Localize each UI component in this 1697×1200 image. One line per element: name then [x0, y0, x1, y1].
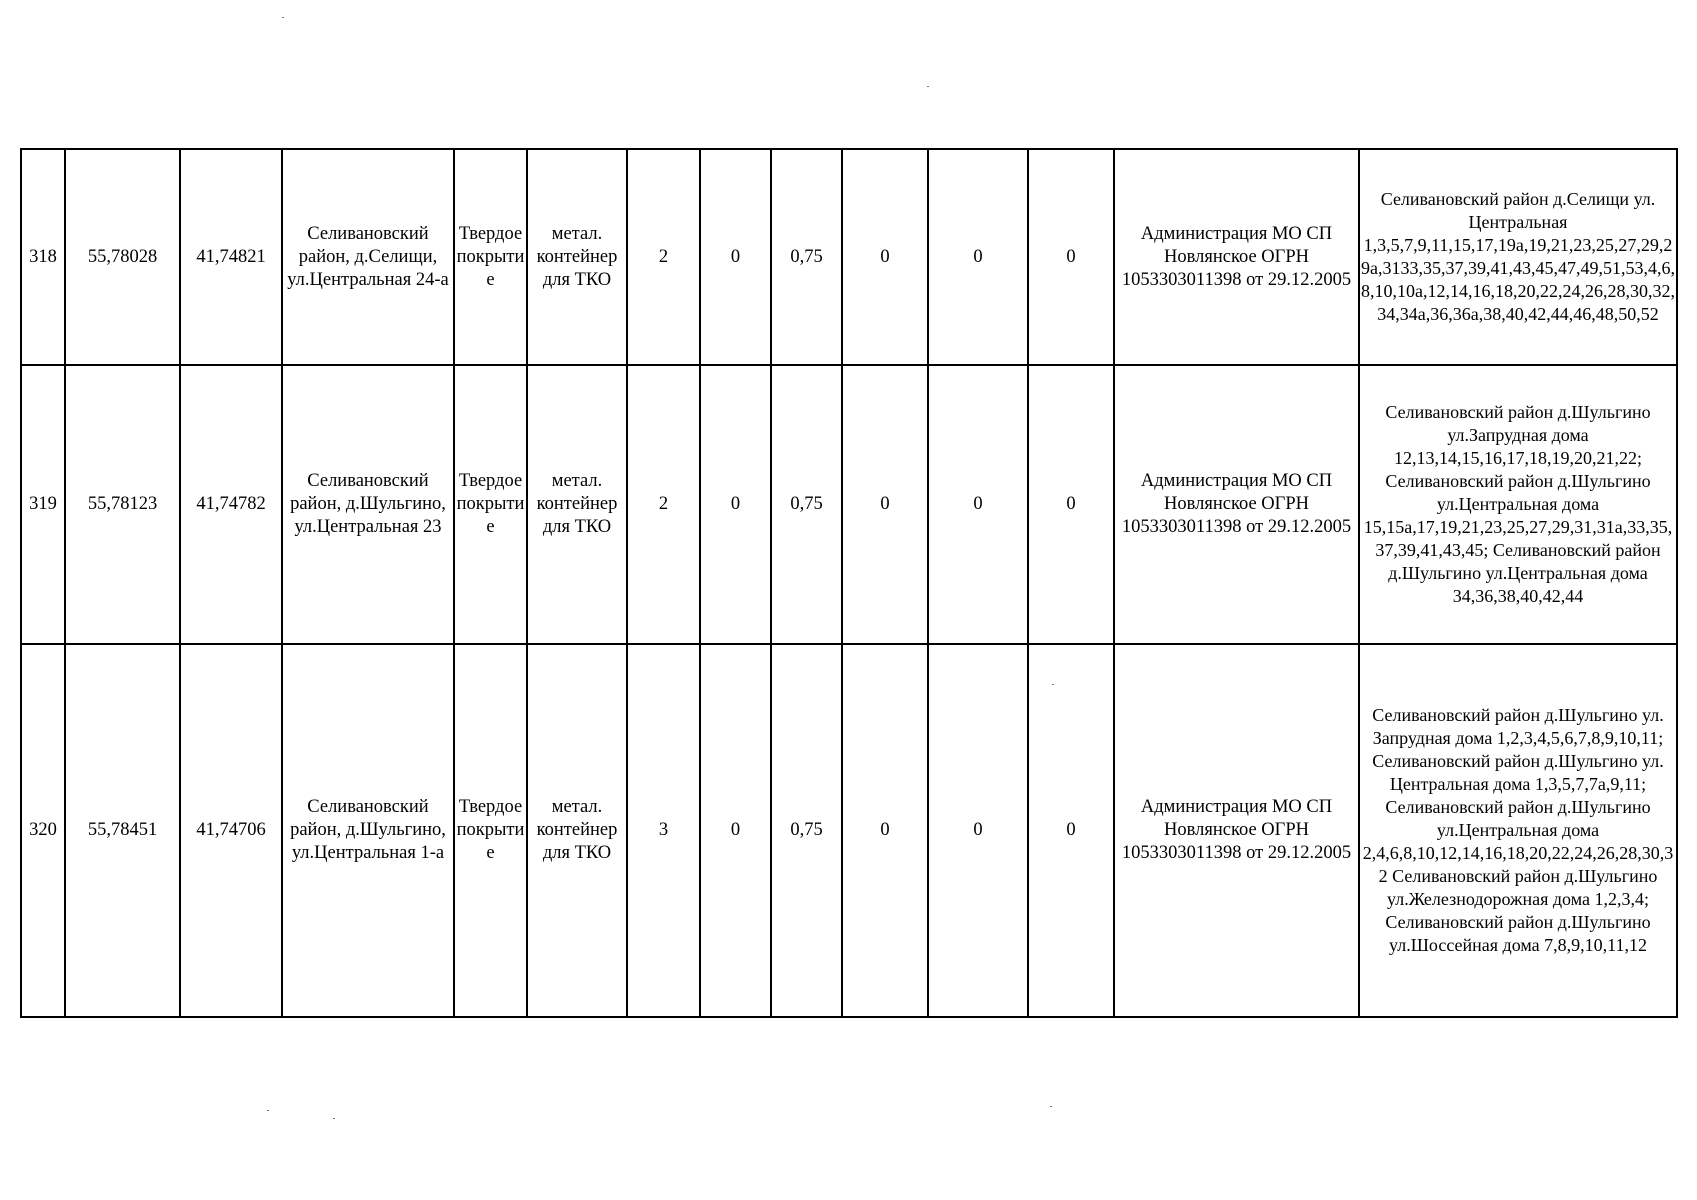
surface-cell: Твердое покрытие: [454, 149, 527, 365]
container-type-cell: метал. контейнер для ТКО: [527, 365, 627, 644]
table-row: [21, 644, 1677, 1017]
table-row: [21, 365, 1677, 644]
container-volume-cell: 0,75: [771, 149, 842, 365]
value-cell: 0: [842, 365, 928, 644]
owner-cell: Администрация МО СП Новлянское ОГРН 1053303011398 от 29.12.2005: [1114, 365, 1359, 644]
owner-cell: Администрация МО СП Новлянское ОГРН 1053303011398 от 29.12.2005: [1114, 644, 1359, 1017]
scan-speck: [927, 86, 929, 87]
value-cell: 0: [1028, 365, 1114, 644]
container-type-cell: метал. контейнер для ТКО: [527, 149, 627, 365]
surface-cell: Твердое покрытие: [454, 365, 527, 644]
value-cell: 0: [1028, 644, 1114, 1017]
address-cell: Селивановский район, д.Шульгино, ул.Центральная 1-а: [282, 644, 454, 1017]
latitude-cell: 55,78028: [65, 149, 180, 365]
value-cell: 0: [700, 644, 771, 1017]
longitude-cell: 41,74706: [180, 644, 282, 1017]
row-number: 320: [21, 644, 65, 1017]
table-row: [21, 149, 1677, 365]
scan-speck: [333, 1118, 335, 1119]
container-sites-table: [20, 148, 1678, 1018]
container-count-cell: 3: [627, 644, 700, 1017]
longitude-cell: 41,74821: [180, 149, 282, 365]
latitude-cell: 55,78123: [65, 365, 180, 644]
owner-cell: Администрация МО СП Новлянское ОГРН 1053303011398 от 29.12.2005: [1114, 149, 1359, 365]
container-type-cell: метал. контейнер для ТКО: [527, 644, 627, 1017]
served-addresses-cell: Селивановский район д.Шульгино ул.Запрудная дома 12,13,14,15,16,17,18,19,20,21,22; Селивановский район д.Шульгино ул.Центральная дома 15,15а,17,19,21,23,25,27,29,31,31а,33,35,37,39,41,43,45; Селивановский район д.Шульгино ул.Центральная дома 34,36,38,40,42,44: [1359, 365, 1677, 644]
container-count-cell: 2: [627, 365, 700, 644]
container-count-cell: 2: [627, 149, 700, 365]
scan-speck: [267, 1110, 269, 1111]
row-number: 318: [21, 149, 65, 365]
served-addresses-cell: Селивановский район д.Селищи ул. Центральная 1,3,5,7,9,11,15,17,19а,19,21,23,25,27,29,29а,3133,35,37,39,41,43,45,47,49,51,53,4,6,8,10,10а,12,14,16,18,20,22,24,26,28,30,32,34,34а,36,36а,38,40,42,44,46,48,50,52: [1359, 149, 1677, 365]
scan-speck: [282, 17, 284, 18]
value-cell: 0: [700, 149, 771, 365]
longitude-cell: 41,74782: [180, 365, 282, 644]
container-volume-cell: 0,75: [771, 644, 842, 1017]
address-cell: Селивановский район, д.Шульгино, ул.Центральная 23: [282, 365, 454, 644]
scan-speck: [1050, 1106, 1052, 1107]
value-cell: 0: [928, 365, 1028, 644]
row-number: 319: [21, 365, 65, 644]
surface-cell: Твердое покрытие: [454, 644, 527, 1017]
scan-speck: [1052, 684, 1054, 685]
value-cell: 0: [700, 365, 771, 644]
latitude-cell: 55,78451: [65, 644, 180, 1017]
value-cell: 0: [928, 644, 1028, 1017]
value-cell: 0: [1028, 149, 1114, 365]
value-cell: 0: [842, 149, 928, 365]
container-volume-cell: 0,75: [771, 365, 842, 644]
address-cell: Селивановский район, д.Селищи, ул.Центральная 24-а: [282, 149, 454, 365]
served-addresses-cell: Селивановский район д.Шульгино ул. Запрудная дома 1,2,3,4,5,6,7,8,9,10,11; Селивановский район д.Шульгино ул. Центральная дома 1,3,5,7,7а,9,11; Селивановский район д.Шульгино ул.Центральная дома 2,4,6,8,10,12,14,16,18,20,22,24,26,28,30,32 Селивановский район д.Шульгино ул.Железнодорожная дома 1,2,3,4; Селивановский район д.Шульгино ул.Шоссейная дома 7,8,9,10,11,12: [1359, 644, 1677, 1017]
value-cell: 0: [928, 149, 1028, 365]
value-cell: 0: [842, 644, 928, 1017]
